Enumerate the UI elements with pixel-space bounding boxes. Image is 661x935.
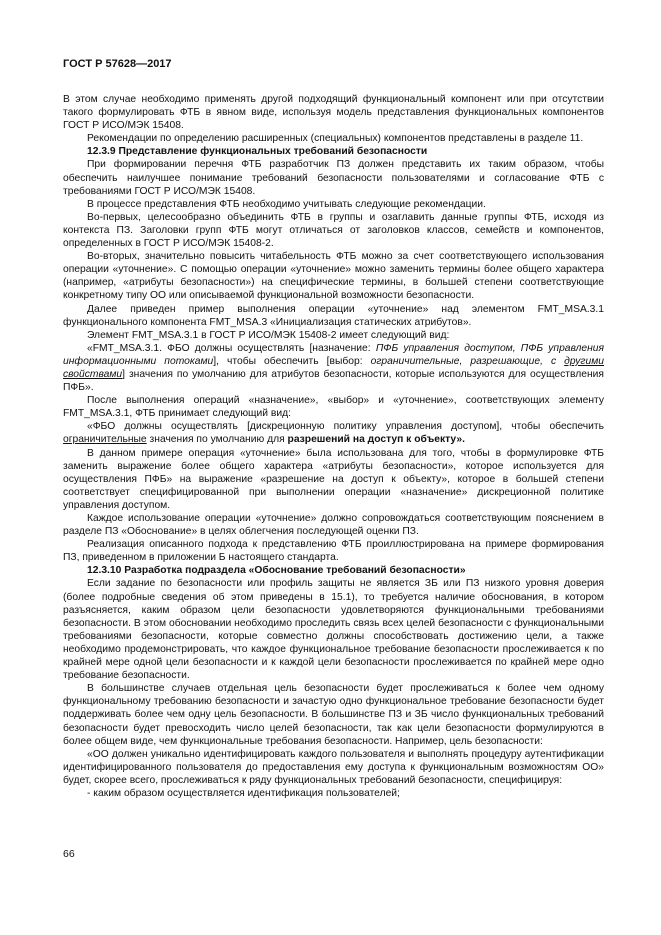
text-run: Далее приведен пример выполнения операции «уточнение» над элементом FMT_MSA.3.1 функционального компонента FMT_MSA.3 «Инициализация статических атрибутов». (63, 303, 604, 328)
paragraph (63, 447, 604, 512)
paragraph (63, 748, 604, 787)
text-run: Если задание по безопасности или профиль защиты не является ЗБ или ПЗ низкого уровня доверия (более подробные сведения об этом приведены в 15.1), то требуется наличие обоснования, в котором разъясняется, каким образом цели безопасности удовлетворяются функциональными требованиями безопасности. В этом обосновании необходимо проследить связь всех целей безопасности с функциональными требованиями безопасности, которые совместно должны способствовать достижению цели, а также необходимо продемонстрировать, что каждое функциональное требование безопасности прослеживается к по крайней мере одной цели безопасности и к каждой цели безопасности прослеживается по крайней мере одно требование безопасности. (63, 578, 604, 682)
text-run: «FMT_MSA.3.1. ФБО должны осуществлять [назначение: (87, 342, 376, 354)
text-run: ] значения по умолчанию для атрибутов безопасности, которые используются для осуществления ПФБ». (63, 368, 604, 394)
text-run: Рекомендации по определению расширенных (специальных) компонентов представлены в разделе 11. (87, 133, 584, 145)
paragraph (63, 512, 604, 538)
text-run: ПФБ управления доступом, ПФБ управления информационными потоками (63, 342, 604, 367)
paragraph (63, 538, 604, 564)
paragraph (63, 211, 604, 250)
text-run: другими свойствами (63, 355, 604, 380)
text-run: В большинстве случаев отдельная цель безопасности будет прослеживаться к более чем одному функциональному требованию безопасности и зачастую одно функциональное требование безопасности будет поддерживать более чем одну цель безопасности. В большинстве ПЗ и ЗБ число функциональных требований безопасности будет превосходить число целей безопасности, так как цели безопасности формулируются в более общем виде, чем функциональные требования безопасности. Например, цель безопасности: (63, 683, 604, 747)
page-number: 66 (63, 848, 75, 860)
paragraph (63, 682, 604, 747)
text-run: В этом случае необходимо применять другой подходящий функциональный компонент или при отсутствии такого формулировать ФТБ в явном виде, используя модель представления функциональных компонентов ГОСТ Р ИСО/МЭК 15408. (63, 94, 604, 132)
paragraph (63, 577, 604, 682)
text-run: Во-первых, целесообразно объединить ФТБ в группы и озаглавить данные группы ФТБ, исходя из контекста ПЗ. Заголовки групп ФТБ могут отличаться от заголовков классов, семейств и компонентов, определенных в ГОСТ Р ИСО/МЭК 15408-2. (63, 211, 604, 250)
text-run: ограничительные (63, 434, 147, 446)
text-run: Реализация описанного подхода к представлению ФТБ проиллюстрирована на примере формирования ПЗ, приведенном в приложении Б настоящего стандарта. (63, 539, 604, 564)
text-run: 12.3.10 Разработка подраздела «Обоснование требований безопасности» (87, 565, 466, 577)
text-run: ], чтобы обеспечить [выбор: (213, 355, 371, 367)
list-item (63, 787, 604, 800)
section-heading (63, 564, 604, 577)
text-run: 12.3.9 Представление функциональных требований безопасности (87, 146, 428, 158)
paragraph (63, 132, 604, 145)
paragraph (63, 93, 604, 132)
text-run: Элемент FMT_MSA.3.1 в ГОСТ Р ИСО/МЭК 15408-2 имеет следующий вид: (87, 329, 450, 341)
text-run: «ФБО должны осуществлять [дискреционную политику управления доступом], чтобы обеспечить (87, 421, 604, 433)
text-run: ограничительные, разрешающие, с (370, 355, 565, 367)
text-run: разрешений на доступ к объекту». (287, 434, 465, 446)
paragraph (63, 158, 604, 197)
text-run: В данном примере операция «уточнение» была использована для того, чтобы в формулировке ФТБ заменить выражение более общего характера «атрибуты безопасности», которое используется для осуществления ПФБ» на выражение «разрешение на доступ к объекту», которое в большей степени соответствует специфицированной при выполнении операции «назначение» дискреционной политике управления доступом. (63, 447, 604, 511)
paragraph (63, 420, 604, 446)
document-header: ГОСТ Р 57628—2017 (63, 58, 172, 70)
body-text (63, 93, 604, 800)
text-run: значения по умолчанию для (146, 434, 288, 446)
text-run: «ОО должен уникально идентифицировать каждого пользователя и выполнять процедуру аутентификации идентифицированного пользователя до предоставления ему доступа к функциональным возможностям ОО» будет, скорее всего, прослеживаться к ряду функциональных требований безопасности, специфицируя: (63, 748, 604, 786)
text-run: При формировании перечня ФТБ разработчик ПЗ должен представить их таким образом, чтобы обеспечить наилучшее понимание требований безопасности пользователями и согласование ФТБ с требованиями ГОСТ Р ИСО/МЭК 15408. (63, 159, 604, 197)
paragraph (63, 303, 604, 329)
paragraph (63, 329, 604, 342)
section-heading (63, 145, 604, 158)
text-run: В процессе представления ФТБ необходимо учитывать следующие рекомендации. (87, 198, 486, 210)
text-run: - каким образом осуществляется идентификация пользователей; (87, 787, 400, 799)
paragraph (63, 250, 604, 302)
text-run: Во-вторых, значительно повысить читабельность ФТБ можно за счет соответствующего использования операции «уточнение». С помощью операции «уточнение» можно заменить термины более общего характера (например, «атрибуты безопасности») на специфические термины, в большей степени соответствующие конкретному типу ОО или описываемой функциональной возможности безопасности. (63, 251, 604, 302)
paragraph (63, 394, 604, 420)
paragraph (63, 198, 604, 211)
text-run: Каждое использование операции «уточнение» должно сопровождаться соответствующим пояснением в разделе ПЗ «Обоснование» в целях облегчения последующей оценки ПЗ. (63, 513, 604, 538)
paragraph (63, 342, 604, 394)
text-run: После выполнения операций «назначение», «выбор» и «уточнение», соответствующих элементу FMT_MSA.3.1, ФТБ принимает следующий вид: (63, 395, 604, 420)
